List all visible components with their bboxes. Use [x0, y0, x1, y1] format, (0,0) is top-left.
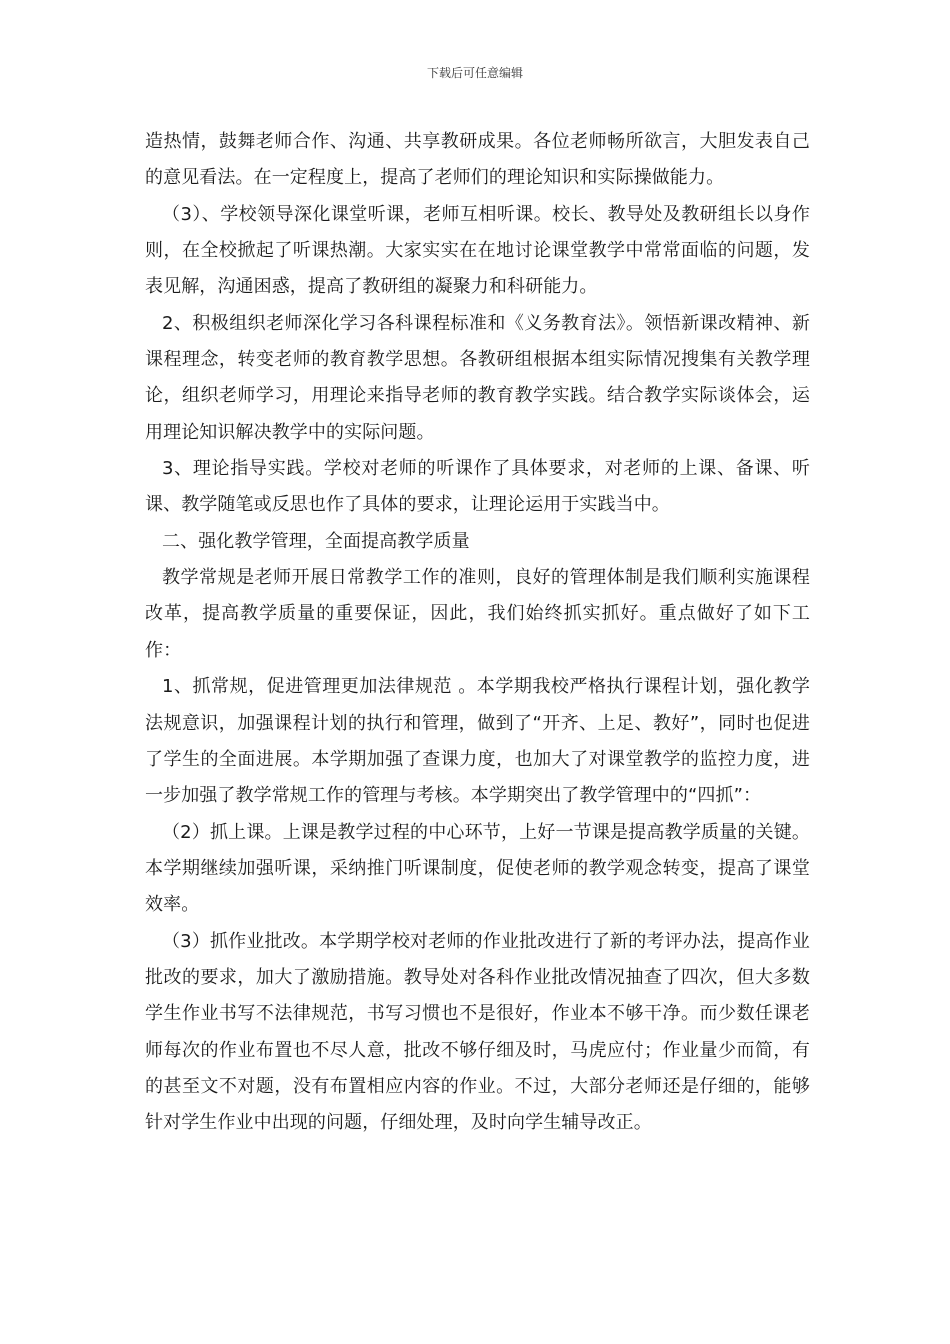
paragraph-grasp-homework: （3）抓作业批改。本学期学校对老师的作业批改进行了新的考评办法，提高作业批改的要求，加大了激励措施。教导处对各科作业批改情况抽查了四次，但大多数学生作业书写不法律规范，书写习惯也不是很好，作业本不够干净。而少数任课老师每次的作业布置也不尽人意，批改不够仔细及时，马虎应付；作业量少而简，有的甚至文不对题，没有布置相应内容的作业。不过，大部分老师还是仔细的，能够针对学生作业中出现的问题，仔细处理，及时向学生辅导改正。 [145, 930, 810, 1134]
paragraph-grasp-lessons: （2）抓上课。上课是教学过程的中心环节，上好一节课是提高教学质量的关键。本学期继续加强听课，采纳推门听课制度，促使老师的教学观念转变，提高了课堂效率。 [145, 821, 810, 916]
paragraph-grasp-routine: 1、抓常规，促进管理更加法律规范 。本学期我校严格执行课程计划，强化教学法规意识，加强课程计划的执行和管理，做到了“开齐、上足、教好”，同时也促进了学生的全面进展。本学期加强了查课力度，也加大了对课堂教学的监控力度，进一步加强了教学常规工作的管理与考核。本学期突出了教学管理中的“四抓”： [145, 676, 810, 807]
section-heading-teaching-management: 二、强化教学管理，全面提高教学质量 [162, 530, 470, 552]
paragraph-continuation: 造热情，鼓舞老师合作、沟通、共享教研成果。各位老师畅所欲言，大胆发表自己的意见看法。在一定程度上，提高了老师们的理论知识和实际操做能力。 [145, 131, 810, 189]
page-header: 下载后可任意编辑 [426, 66, 523, 80]
paragraph-teaching-routine: 教学常规是老师开展日常教学工作的准则，良好的管理体制是我们顺利实施课程改革，提高教学质量的重要保证，因此，我们始终抓实抓好。重点做好了如下工作： [145, 567, 810, 661]
document-body [145, 124, 810, 1142]
paragraph-theory-practice: 3、理论指导实践。学校对老师的听课作了具体要求，对老师的上课、备课、听课、教学随笔或反思也作了具体的要求，让理论运用于实践当中。 [145, 458, 810, 516]
paragraph-curriculum-study: 2、积极组织老师深化学习各科课程标准和《义务教育法》。领悟新课改精神、新课程理念，转变老师的教育教学思想。各教研组根据本组实际情况搜集有关教学理论，组织老师学习，用理论来指导老师的教育教学实践。结合教学实际谈体会，运用理论知识解决教学中的实际问题。 [145, 312, 810, 443]
paragraph-classroom-observation: （3）、学校领导深化课堂听课，老师互相听课。校长、教导处及教研组长以身作则，在全校掀起了听课热潮。大家实实在在地讨论课堂教学中常常面临的问题，发表见解，沟通困惑，提高了教研组的凝聚力和科研能力。 [145, 203, 810, 298]
